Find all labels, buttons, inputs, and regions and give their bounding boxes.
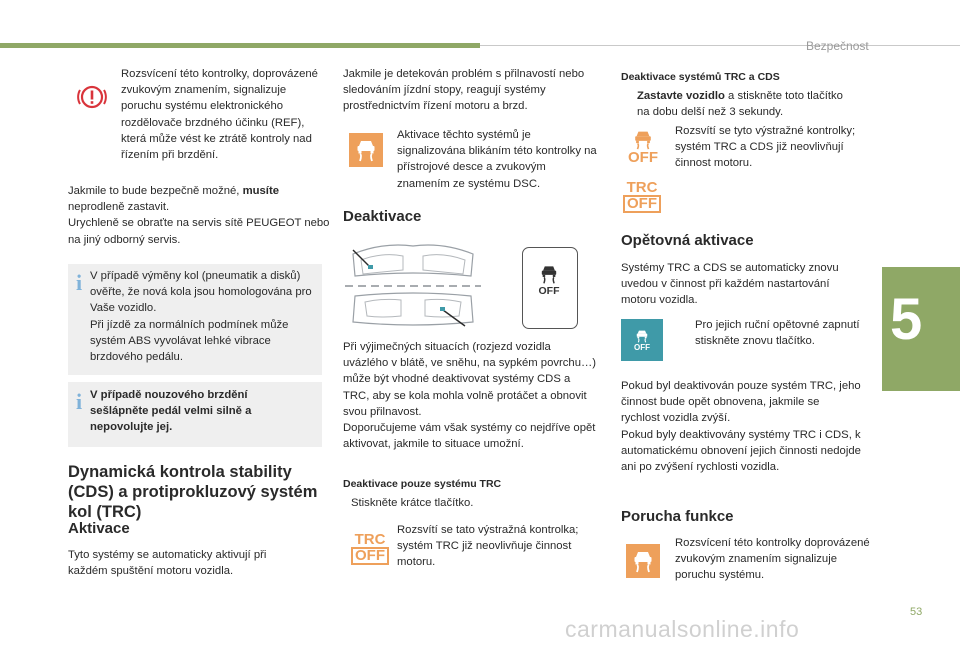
red-warning-text: Rozsvícení této kontrolky, doprovázené zvukovým znamením, signalizuje poruchu systému elektronického rozdělovače brzdného účinku (REF), která může vést ke ztrátě kontroly nad řízením při brzdění. — [121, 68, 318, 162]
activation-text: Tyto systémy se automaticky aktivují při každém spuštění motoru vozidla. — [68, 549, 267, 578]
reactivation-note-a: Pokud byl deaktivován pouze systém TRC, jeho činnost bude opět obnovena, jakmile se rychlost vozidla zvýší. — [621, 380, 861, 425]
stop-advice-post: neprodleně zastavit. — [68, 201, 170, 214]
info-braking-text: V případě nouzového brzdění sešlápněte pedál velmi silně a nepovolujte jej. — [90, 389, 252, 434]
heading-activation: Aktivace — [68, 520, 130, 537]
trc-off-icon-top: TRC — [354, 531, 386, 548]
skid-car-off-icon — [533, 263, 565, 309]
skid-car-off-warning-icon — [625, 128, 661, 166]
heading-reactivation: Opětovná aktivace — [621, 232, 754, 249]
header-accent-bar — [0, 43, 480, 48]
section-title: Bezpečnost — [806, 39, 869, 53]
skid-car-icon — [626, 544, 660, 578]
deactivation-text — [343, 339, 599, 452]
stop-advice-pre: Jakmile to bude bezpečně možné, — [68, 185, 243, 197]
button-off-icon — [621, 319, 663, 361]
header-rule — [480, 45, 960, 46]
deactivation-text-b: Doporučujeme vám však systémy co nejdříve opět aktivovat, jakmile to situace umožní. — [343, 422, 596, 451]
button-off-label: OFF — [634, 343, 650, 352]
trc-cds-step-text — [637, 88, 857, 120]
detection-intro: Jakmile je detekován problém s přilnavostí nebo sledováním jízdní stopy, reagují systémy prostřednictvím řízení motoru a brzd. — [343, 68, 585, 113]
heading-fault: Porucha funkce — [621, 508, 734, 525]
heading-trc-only: Deaktivace pouze systému TRC — [343, 478, 502, 490]
manual-reactivation-text: Pro jejich ruční opětovné zapnutí stiskněte znovu tlačítko. — [695, 319, 860, 348]
trc-cds-step-bold: Zastavte vozidlo — [637, 90, 725, 102]
info-icon: i — [76, 270, 83, 295]
info-box-wheels-text — [90, 268, 316, 365]
trc-cds-text: Rozsvítí se tyto výstražné kontrolky; systém TRC a CDS již neovlivňují činnost motoru. — [675, 125, 856, 170]
fault-text: Rozsvícení této kontrolky doprovázené zvukovým znamením signalizuje poruchu systému. — [675, 537, 870, 582]
stop-advice — [68, 183, 330, 248]
reactivation-notes — [621, 378, 861, 475]
stop-advice-line2: Urychleně se obraťte na servis sítě PEUGEOT nebo na jiný odborný servis. — [68, 217, 330, 246]
info-icon: i — [76, 389, 83, 414]
watermark: carmanualsonline.info — [565, 616, 800, 642]
page-number: 53 — [910, 606, 923, 618]
trc-off-icon-top: TRC — [626, 179, 658, 196]
heading-cds-trc: Dynamická kontrola stability (CDS) a protiprokluzový systém kol (TRC) — [68, 463, 318, 521]
trc-off-icon-bottom: OFF — [351, 547, 389, 565]
trc-off-icon-bottom: OFF — [623, 195, 661, 213]
trc-only-step — [343, 495, 583, 512]
off-button-large[interactable] — [522, 247, 578, 329]
trc-off-icon — [350, 533, 390, 565]
off-button-label: OFF — [538, 285, 560, 297]
blink-text: Aktivace těchto systémů je signalizována blikáním této kontrolky na přístrojové desce a zvukovým znamením ze systému DSC. — [397, 129, 597, 190]
deactivation-text-a: Při výjimečných situacích (rozjezd vozidla uvázlého v blátě, ve sněhu, na sypkém povrchu…) může být vhodné deaktivovat systémy CDS a TRC, aby se kola mohla volně protáčet a obnovit svou přilnavost. — [343, 341, 597, 418]
dashboard-illustration — [343, 240, 483, 335]
heading-trc-cds: Deaktivace systémů TRC a CDS — [621, 71, 780, 83]
stop-advice-bold: musíte — [242, 185, 279, 197]
reactivation-text: Systémy TRC a CDS se automaticky znovu uvedou v činnost při každém nastartování motoru vozidla. — [621, 262, 839, 307]
info-wheels-b: Při jízdě za normálních podmínek může systém ABS vyvolávat lehké vibrace brzdového pedálu. — [90, 318, 289, 364]
skid-car-icon — [349, 133, 383, 167]
heading-deactivation: Deaktivace — [343, 208, 422, 225]
trc-only-step-text: Stiskněte krátce tlačítko. — [351, 497, 474, 509]
chapter-number: 5 — [890, 287, 923, 352]
alert-circle-icon — [76, 81, 108, 118]
info-box-braking — [68, 382, 322, 447]
info-box-wheels — [68, 264, 322, 375]
reactivation-note-b: Pokud byly deaktivovány systémy TRC i CDS, k automatickému obnovení jejich činnosti nedojde ani po zvýšení rychlosti vozidla. — [621, 428, 861, 474]
trc-off-icon — [622, 181, 662, 213]
trc-only-text: Rozsvítí se tato výstražná kontrolka; systém TRC již neovlivňuje činnost motoru. — [397, 524, 579, 569]
trc-cds-step-rest: a stiskněte toto tlačítko na dobu delší než 3 sekundy. — [637, 90, 843, 119]
off-icon-label: OFF — [628, 149, 658, 166]
info-wheels-a: V případě výměny kol (pneumatik a disků) ověřte, že nová kola jsou homologována pro Vaše vozidlo. — [90, 270, 312, 315]
